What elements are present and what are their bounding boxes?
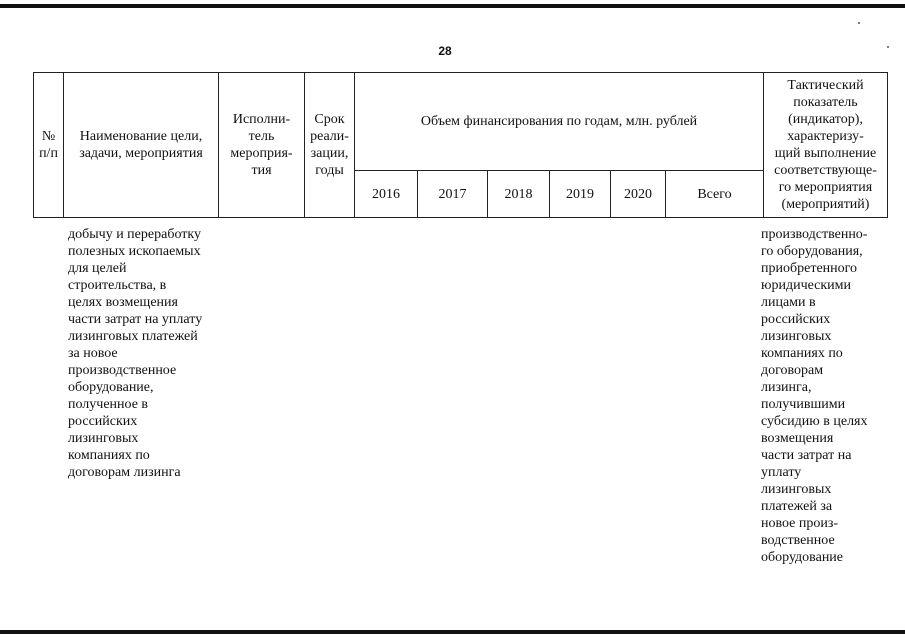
bottom-rule: [0, 630, 905, 634]
header-total: Всего: [666, 171, 764, 218]
header-indicator: Тактический показатель (индикатор), характеризу- щий выполнение соответствующе- го мероприятия (мероприятий): [764, 73, 888, 218]
header-funding: Объем финансирования по годам, млн. рублей: [355, 73, 764, 171]
header-num: № п/п: [34, 73, 64, 218]
indicator-description: производственно- го оборудования, приобретенного юридическими лицами в российских лизинговых компаниях по договорам лизинга, получившими субсидию в целях возмещения части затрат на уплату лизинговых платежей за новое произ- водственное оборудование: [761, 227, 868, 565]
table-header: [33, 72, 888, 218]
header-year-2018: 2018: [488, 171, 550, 218]
header-year-2020: 2020: [611, 171, 666, 218]
header-year-2019: 2019: [550, 171, 611, 218]
header-term: Срок реали- зации, годы: [305, 73, 355, 218]
scan-speck: [858, 22, 860, 24]
header-year-2016: 2016: [355, 171, 418, 218]
header-year-2017: 2017: [418, 171, 488, 218]
scan-speck: [887, 46, 889, 48]
measure-description: добычу и переработку полезных ископаемых для целей строительства, в целях возмещения части затрат на уплату лизинговых платежей за новое производственное оборудование, полученное в российских лизинговых компаниях по договорам лизинга: [68, 227, 203, 480]
top-rule: [0, 4, 905, 8]
header-name: Наименование цели, задачи, мероприятия: [64, 73, 219, 218]
page-number: 28: [438, 44, 452, 58]
header-executor: Исполни- тель мероприя- тия: [219, 73, 305, 218]
